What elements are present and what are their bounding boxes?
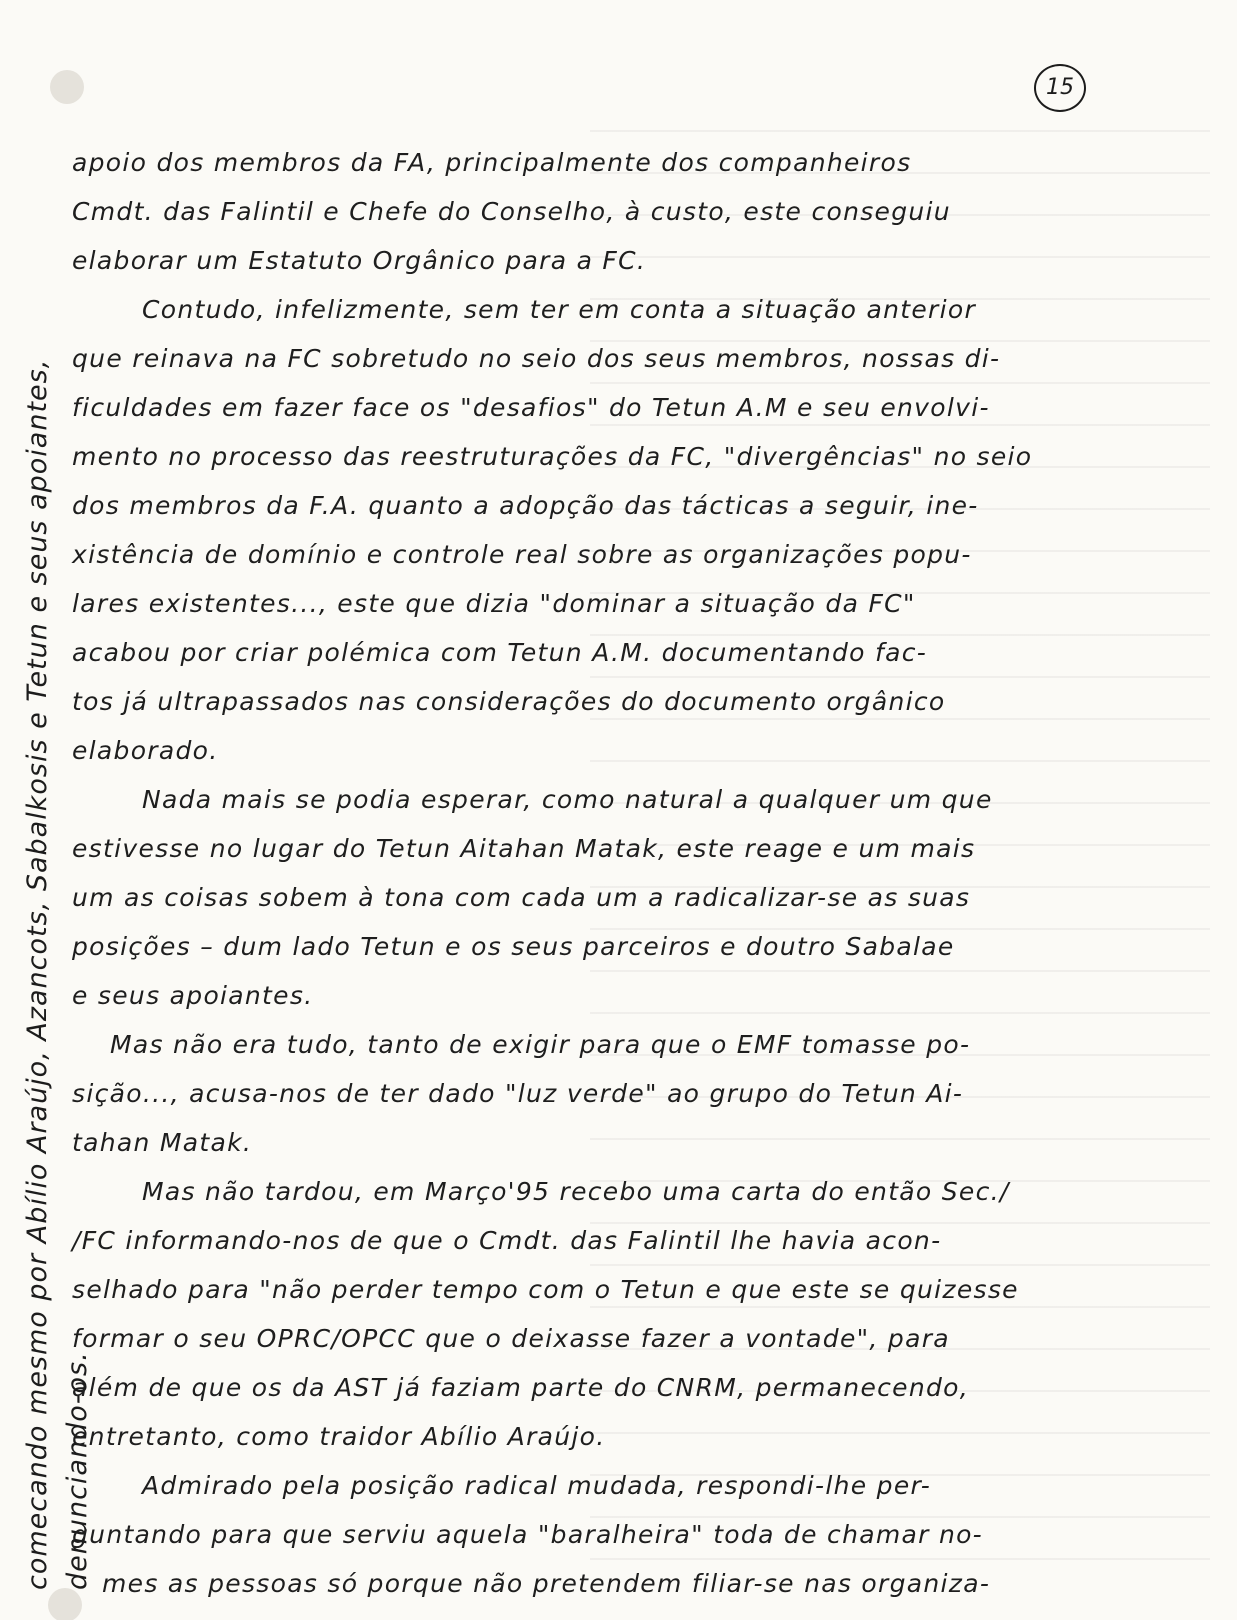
text-line: sição..., acusa-nos de ter dado "luz verde" ao grupo do Tetun Ai- — [72, 1079, 964, 1108]
text-line: estivesse no lugar do Tetun Aitahan Matak, este reage e um mais — [72, 834, 976, 863]
text-line: elaborado. — [72, 736, 219, 765]
text-line: além de que os da AST já faziam parte do CNRM, permanecendo, — [72, 1373, 970, 1402]
text-line: Cmdt. das Falintil e Chefe do Conselho, à custo, este conseguiu — [72, 197, 951, 226]
text-line: Admirado pela posição radical mudada, respondi-lhe per- — [142, 1471, 932, 1500]
text-line: acabou por criar polémica com Tetun A.M. documentando fac- — [72, 638, 928, 667]
page-number: 15 — [1034, 64, 1086, 112]
handwritten-body — [72, 138, 1132, 1608]
text-line: lares existentes..., este que dizia "dominar a situação da FC" — [72, 589, 916, 618]
margin-note-line: denunciando-os. — [62, 1351, 93, 1590]
text-line: /FC informando-nos de que o Cmdt. das Falintil lhe havia acon- — [72, 1226, 942, 1255]
text-line: entretanto, como traidor Abílio Araújo. — [72, 1422, 606, 1451]
text-line: formar o seu OPRC/OPCC que o deixasse fazer a vontade", para — [72, 1324, 950, 1353]
text-line: Contudo, infelizmente, sem ter em conta a situação anterior — [142, 295, 977, 324]
paragraph — [72, 775, 1132, 1020]
text-line: dos membros da F.A. quanto a adopção das tácticas a seguir, ine- — [72, 491, 979, 520]
text-line: selhado para "não perder tempo com o Tetun e que este se quizesse — [72, 1275, 1019, 1304]
text-line: xistência de domínio e controle real sobre as organizações popu- — [72, 540, 972, 569]
text-line: um as coisas sobem à tona com cada um a radicalizar-se as suas — [72, 883, 971, 912]
paragraph — [72, 138, 1132, 285]
text-line: Mas não tardou, em Março'95 recebo uma carta do então Sec./ — [142, 1177, 1010, 1206]
text-line: tos já ultrapassados nas considerações do documento orgânico — [72, 687, 946, 716]
paragraph — [72, 1167, 1132, 1461]
margin-note-line: comecando mesmo por Abílio Araújo, Azancots, Sabalkosis e Tetun e seus apoiantes, — [22, 358, 53, 1590]
paragraph — [72, 1020, 1132, 1167]
paragraph — [72, 285, 1132, 775]
text-line: apoio dos membros da FA, principalmente dos companheiros — [72, 148, 912, 177]
text-line: que reinava na FC sobretudo no seio dos seus membros, nossas di- — [72, 344, 1001, 373]
punch-hole-top — [50, 70, 84, 104]
text-line: mes as pessoas só porque não pretendem filiar-se nas organiza- — [102, 1569, 991, 1598]
text-line: Mas não era tudo, tanto de exigir para que o EMF tomasse po- — [110, 1030, 971, 1059]
text-line: mento no processo das reestruturações da FC, "divergências" no seio — [72, 442, 1033, 471]
text-line: guntando para que serviu aquela "baralheira" toda de chamar no- — [72, 1520, 984, 1549]
text-line: e seus apoiantes. — [72, 981, 314, 1010]
text-line: elaborar um Estatuto Orgânico para a FC. — [72, 246, 647, 275]
text-line: tahan Matak. — [72, 1128, 253, 1157]
text-line: ficuldades em fazer face os "desafios" do Tetun A.M e seu envolvi- — [72, 393, 990, 422]
text-line: Nada mais se podia esperar, como natural a qualquer um que — [142, 785, 993, 814]
paragraph — [72, 1461, 1132, 1608]
text-line: posições – dum lado Tetun e os seus parceiros e doutro Sabalae — [72, 932, 955, 961]
